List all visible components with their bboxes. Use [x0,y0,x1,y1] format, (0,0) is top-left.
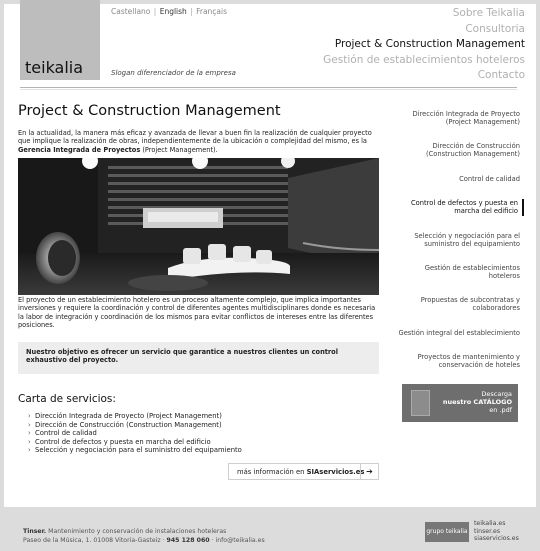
sidebar-item-label: (Project Management) [445,118,520,127]
logo[interactable]: teikalia [25,58,84,77]
nav-contacto[interactable]: Contacto [477,69,525,81]
sidebar-item-label: Gestión integral del establecimiento [398,329,520,337]
service-item [28,446,242,455]
slogan: Slogan diferenciador de la empresa [111,69,236,77]
arrow-right-icon[interactable]: ➔ [360,464,378,479]
services-title: Carta de servicios: [18,393,116,405]
service-item [28,421,242,430]
bullet-icon: › [28,420,31,429]
service-item [28,429,242,438]
catalog-text [443,390,512,415]
service-label: Dirección Integrada de Proyecto (Project Management) [35,412,222,420]
sidebar-item-direccion-construccion[interactable] [398,142,520,159]
sidebar-item-label: marcha del edificio [454,207,518,216]
more-info-link[interactable]: SIAservicios.es [306,468,365,476]
sidebar-item-label: Gestión de establecimientos [424,264,520,272]
intro-text: En la actualidad, la manera más eficaz y avanzada de llevar a buen fin la realización de cualquier proyecto que implique la realización de obras, independientemente de la ubicación o complejidad del mismo, es la [18,129,372,146]
lang-separator: | [151,7,159,16]
more-info-button[interactable] [228,463,379,480]
intro-paragraph [18,129,378,154]
bullet-icon: › [28,437,31,446]
footer-link-teikalia[interactable]: teikalia.es [474,520,506,527]
description-paragraph: El proyecto de un establecimiento hotelero es un proceso altamente complejo, que implica importantes inversiones y requiere la coordinación y control de diferentes agentes multidisciplinares donde es necesaria la labor de integración y coordinación de los mismos para evitar conflictos de intereses entre las diferentes posiciones. [18,296,376,329]
service-label: Dirección de Construcción (Construction Management) [35,420,222,429]
more-info-prefix: más información en [237,468,307,476]
footer-line [23,536,265,545]
footer-line [23,527,265,536]
sidebar-item-proyectos-mantenimiento[interactable] [398,353,520,370]
sidebar-item-label: Propuestas de subcontratas y [420,296,520,304]
footer-tagline: Mantenimiento y conservación de instalaciones hoteleras [46,528,227,535]
grupo-teikalia-badge[interactable]: grupo teikalia [425,522,469,542]
lang-separator: | [187,7,196,16]
language-switcher [111,7,227,16]
intro-bold-text: Gerencia Integrada de Proyectos [18,145,141,154]
lang-francais[interactable]: Français [196,7,228,16]
sidebar-item-seleccion-equipamiento[interactable] [398,232,520,249]
footer-info [23,527,265,545]
sidebar-item-label: Control de calidad [459,175,520,183]
service-label: Control de defectos y puesta en marcha del edificio [35,437,211,446]
nav-project-management[interactable]: Project & Construction Management [334,38,525,50]
footer-email[interactable]: · info@teikalia.es [209,537,265,544]
catalog-line [443,398,512,406]
sidebar-item-label: colaboradores [472,304,520,313]
footer-link-tinser[interactable]: tinser.es [474,527,501,535]
service-label: Control de calidad [35,429,97,438]
sidebar-item-control-calidad[interactable] [398,175,520,183]
page-title: Project & Construction Management [18,103,281,119]
catalog-line: Descarga [481,390,512,398]
footer-link-siaservicios[interactable]: siaservicios.es [474,535,519,542]
sidebar-item-label: hoteleros [488,272,520,281]
footer-phone: 945 128 060 [166,537,210,544]
header-divider [20,87,517,88]
intro-text-end: (Project Management). [140,145,218,154]
sidebar-item-label: Dirección Integrada de Proyecto [412,110,520,118]
nav-gestion-hoteles[interactable]: Gestión de establecimientos hoteleros [323,53,525,66]
sidebar-item-label: conservación de hoteles [438,361,520,370]
services-list [28,412,242,455]
header-divider-light [20,89,517,90]
catalog-emphasis: nuestro CATÁLOGO [442,398,512,407]
footer-links [474,520,519,543]
footer-address: Paseo de la Música, 1. 01008 Vitoria-Gasteiz · [23,537,167,544]
service-item [28,412,242,421]
sidebar-item-label: (Construction Management) [426,150,520,159]
catalog-line: en .pdf [489,406,512,415]
sidebar-item-label: Proyectos de mantenimiento y [417,353,520,361]
sidebar-item-label: suministro del equipamiento [424,240,520,249]
bullet-icon: › [28,446,31,455]
sidebar-item-label: Control de defectos y puesta en [411,199,518,207]
nav-sobre-teikalia[interactable]: Sobre Teikalia [452,7,525,19]
sidebar-item-label: Selección y negociación para el [414,232,520,240]
sidebar-item-gestion-establecimientos[interactable] [398,264,520,281]
catalog-download-button[interactable] [402,384,518,422]
sidebar-item-control-defectos[interactable] [398,199,524,216]
bullet-icon: › [28,429,31,438]
hotel-lobby-image [18,158,379,295]
bullet-icon: › [28,412,31,420]
sidebar-item-propuestas-subcontratas[interactable] [398,296,520,313]
sidebar-item-label: Dirección de Construcción [432,142,520,150]
top-navigation [323,6,525,84]
sidebar-item-gestion-integral[interactable] [398,329,520,337]
nav-consultoria[interactable]: Consultoria [465,22,525,35]
service-item [28,438,242,447]
service-label: Selección y negociación para el suministro del equipamiento [35,446,242,455]
footer-company: Tinser. [23,528,47,535]
lang-english[interactable]: English [159,7,187,16]
lang-castellano[interactable]: Castellano [111,7,151,16]
objective-highlight: Nuestro objetivo es ofrecer un servicio que garantice a nuestros clientes un control exhaustivo del proyecto. [18,342,379,374]
document-icon [411,390,430,416]
hero-image [18,158,379,295]
sidebar-item-direccion-proyecto[interactable] [398,110,520,127]
